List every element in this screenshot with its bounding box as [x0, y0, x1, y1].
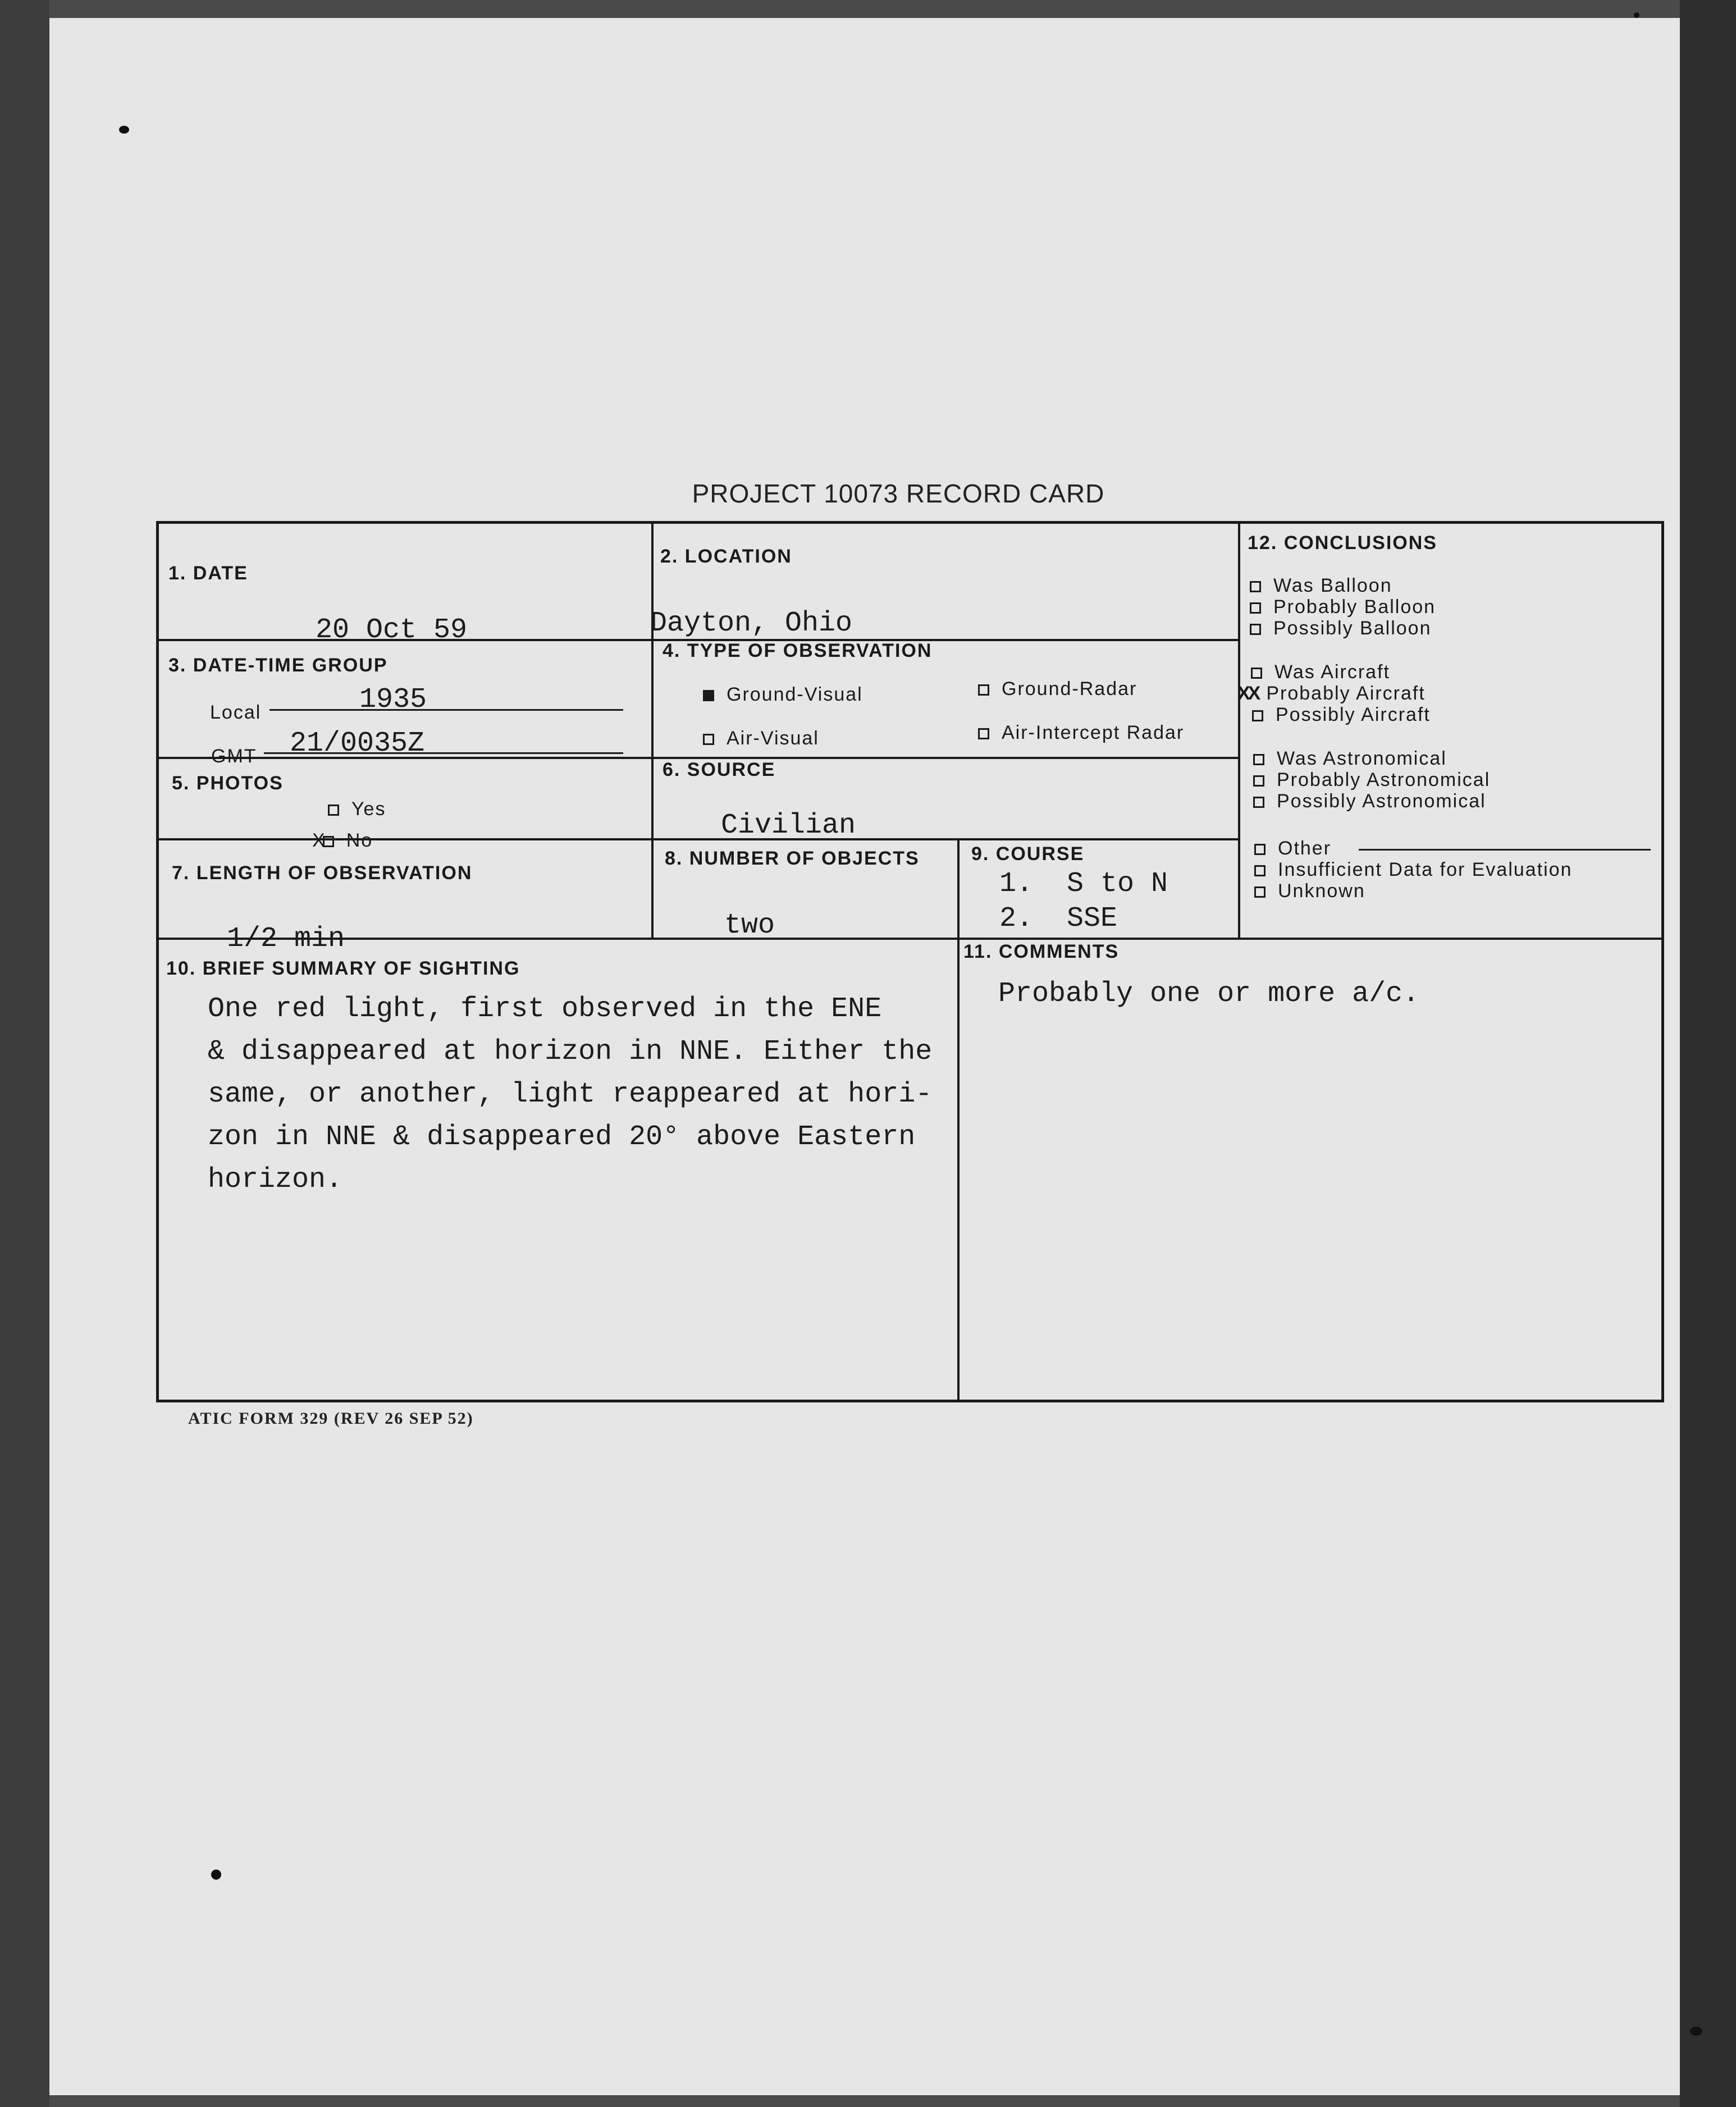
handwritten-x-mark: XX — [1237, 683, 1259, 704]
number-of-objects-label: 8. NUMBER OF OBJECTS — [665, 848, 920, 869]
local-label: Local — [210, 702, 262, 723]
gmt-value: 21/0035Z — [290, 728, 425, 760]
length-of-observation-value: 1/2 min — [227, 923, 345, 955]
conclusion-was-astronomical[interactable]: Was Astronomical — [1253, 748, 1447, 770]
divider — [1238, 523, 1240, 940]
conclusions-label: 12. CONCLUSIONS — [1248, 532, 1437, 554]
comments-value: Probably one or more a/c. — [998, 978, 1420, 1010]
divider — [158, 938, 1663, 940]
option-ground-visual[interactable]: Ground-Visual — [703, 684, 863, 706]
card-title: PROJECT 10073 RECORD CARD — [692, 479, 1105, 508]
photos-no[interactable]: X No — [312, 830, 373, 851]
scan-left-edge — [0, 0, 49, 2107]
photos-label: 5. PHOTOS — [172, 773, 284, 794]
course-label: 9. COURSE — [971, 843, 1085, 865]
conclusion-probably-aircraft[interactable]: XX Probably Aircraft — [1237, 683, 1426, 704]
checkbox-icon — [1253, 797, 1264, 808]
checkbox-icon — [978, 684, 989, 696]
checkbox-icon — [703, 734, 714, 745]
conclusion-probably-balloon[interactable]: Probably Balloon — [1250, 596, 1436, 618]
conclusion-was-aircraft[interactable]: Was Aircraft — [1251, 661, 1390, 683]
divider — [651, 523, 654, 940]
summary-line: zon in NNE & disappeared 20° above Eastern — [208, 1121, 916, 1153]
checkbox-icon — [1250, 581, 1261, 592]
conclusion-unknown[interactable]: Unknown — [1254, 880, 1365, 902]
other-underline — [1359, 849, 1651, 851]
checkbox-icon — [1253, 775, 1264, 787]
date-label: 1. DATE — [168, 563, 248, 584]
course-line-2: 2. SSE — [999, 903, 1118, 935]
checkbox-icon — [323, 836, 334, 847]
checkbox-icon — [1251, 668, 1262, 679]
length-of-observation-label: 7. LENGTH OF OBSERVATION — [172, 862, 473, 884]
checkbox-icon — [1250, 602, 1261, 614]
summary-line: horizon. — [208, 1164, 343, 1196]
date-time-group-label: 3. DATE-TIME GROUP — [168, 655, 388, 676]
handwritten-x-mark: X — [312, 830, 326, 851]
checkbox-icon — [1253, 754, 1264, 765]
form-footer: ATIC FORM 329 (REV 26 SEP 52) — [188, 1409, 474, 1428]
source-value: Civilian — [721, 810, 856, 842]
location-value: Dayton, Ohio — [650, 607, 853, 639]
number-of-objects-value: two — [724, 909, 775, 941]
option-air-visual[interactable]: Air-Visual — [703, 728, 819, 749]
summary-text — [208, 988, 977, 1201]
conclusion-insufficient-data[interactable]: Insufficient Data for Evaluation — [1254, 859, 1573, 881]
course-line-1: 1. S to N — [999, 868, 1168, 900]
option-ground-radar[interactable]: Ground-Radar — [978, 678, 1137, 700]
dust-speck — [1634, 12, 1639, 18]
checkbox-icon — [328, 805, 339, 816]
conclusion-probably-astronomical[interactable]: Probably Astronomical — [1253, 769, 1490, 791]
dust-speck — [1690, 2027, 1702, 2036]
summary-line: & disappeared at horizon in NNE. Either the — [208, 1036, 933, 1068]
date-value: 20 Oct 59 — [316, 614, 468, 646]
local-underline — [269, 709, 623, 711]
conclusion-possibly-balloon[interactable]: Possibly Balloon — [1250, 618, 1431, 639]
scan-right-edge — [1680, 0, 1736, 2107]
gmt-label: GMT — [211, 746, 257, 767]
conclusion-other[interactable]: Other — [1254, 838, 1331, 860]
source-label: 6. SOURCE — [663, 759, 776, 780]
checkbox-icon — [1254, 844, 1266, 855]
conclusion-possibly-aircraft[interactable]: Possibly Aircraft — [1252, 704, 1431, 726]
location-label: 2. LOCATION — [660, 546, 792, 567]
conclusion-was-balloon[interactable]: Was Balloon — [1250, 575, 1392, 597]
checkbox-icon — [1254, 865, 1266, 876]
summary-line: same, or another, light reappeared at hori- — [208, 1078, 933, 1110]
type-of-observation-label: 4. TYPE OF OBSERVATION — [663, 640, 933, 661]
local-value: 1935 — [359, 684, 427, 716]
comments-label: 11. COMMENTS — [963, 941, 1120, 962]
conclusion-possibly-astronomical[interactable]: Possibly Astronomical — [1253, 790, 1486, 812]
photos-yes[interactable]: Yes — [328, 798, 386, 820]
summary-label: 10. BRIEF SUMMARY OF SIGHTING — [166, 958, 520, 979]
summary-line: One red light, first observed in the ENE — [208, 993, 882, 1025]
checked-box-icon — [703, 690, 714, 701]
checkbox-icon — [1250, 624, 1261, 635]
option-air-intercept-radar[interactable]: Air-Intercept Radar — [978, 722, 1184, 744]
dust-speck — [119, 126, 129, 134]
dust-speck — [211, 1870, 221, 1880]
checkbox-icon — [1254, 886, 1266, 898]
checkbox-icon — [978, 728, 989, 739]
checkbox-icon — [1252, 710, 1263, 721]
